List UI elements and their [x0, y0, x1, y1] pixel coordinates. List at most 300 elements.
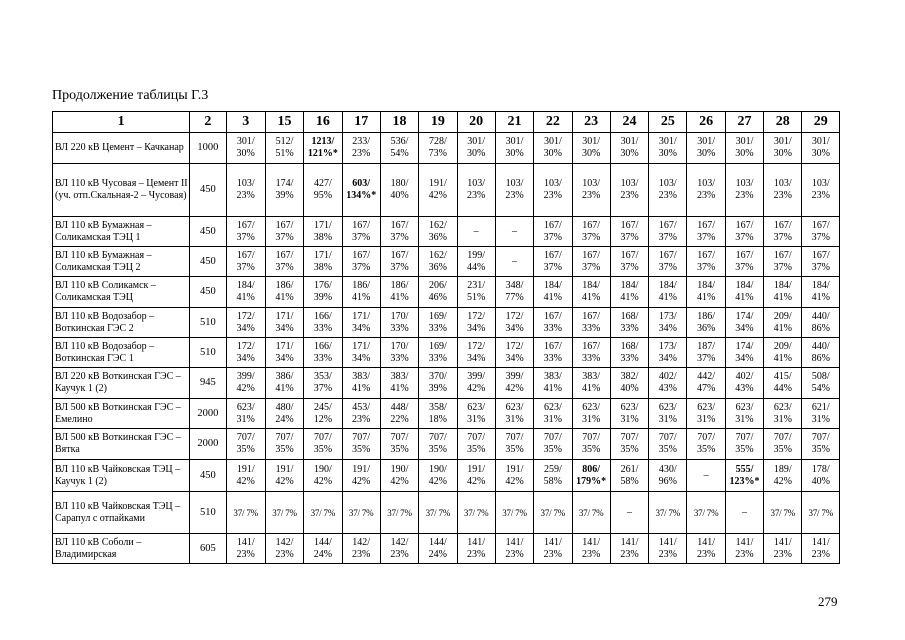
value-current: 453/	[352, 401, 371, 413]
value-percent: 38%	[313, 261, 333, 273]
value-current: 707/	[313, 432, 332, 443]
value-percent: 33%	[428, 352, 448, 364]
value-current: 167/	[658, 219, 677, 231]
value-percent: 34%	[658, 352, 677, 364]
value-current: 707/	[390, 432, 409, 443]
data-table	[52, 111, 840, 564]
value-cell	[802, 534, 840, 564]
value-percent: 42%	[467, 475, 486, 487]
value-percent: 41%	[658, 292, 677, 303]
value-current: 190/	[313, 463, 332, 475]
value-current: 440/	[811, 310, 830, 322]
value-percent: 23%	[352, 413, 371, 425]
value-current: 707/	[467, 432, 486, 443]
value-percent: 42%	[428, 190, 448, 201]
value-cell	[457, 399, 495, 429]
value-cell	[265, 338, 303, 368]
header-cell: 27	[725, 112, 763, 133]
value-current: 167/	[582, 310, 601, 322]
value-percent: 35%	[390, 444, 409, 455]
value-cell	[265, 460, 303, 492]
value-cell	[649, 217, 687, 247]
value-percent: 41%	[390, 383, 409, 394]
value-percent: 34%	[735, 322, 754, 334]
value-percent: 35%	[352, 444, 371, 455]
value-cell	[687, 460, 725, 492]
value-percent: 31%	[505, 413, 524, 425]
value-percent: 35%	[543, 444, 562, 455]
value-cell	[457, 308, 495, 338]
value-current: 172/	[467, 310, 486, 322]
value-current: 170/	[390, 310, 409, 322]
value-percent: 41%	[352, 383, 371, 394]
value-current: 184/	[811, 280, 830, 291]
current-limit-cell: 2000	[190, 399, 226, 429]
value-percent: 41%	[581, 383, 601, 394]
value-current: 167/	[352, 249, 371, 261]
value-cell	[495, 277, 533, 308]
value-current: 167/	[735, 219, 754, 231]
value-current: 141/	[697, 536, 716, 548]
value-percent: 35%	[505, 444, 524, 455]
value-cell	[725, 164, 763, 217]
value-cell	[534, 368, 572, 399]
value-cell	[265, 277, 303, 308]
value-current: 169/	[428, 340, 447, 352]
table-row	[53, 460, 840, 492]
table-row	[53, 164, 840, 217]
value-current: 37/ 7%	[272, 507, 297, 518]
value-percent: 37%	[275, 231, 294, 243]
value-cell	[802, 277, 840, 308]
value-percent: 37%	[811, 231, 830, 243]
value-percent: 86%	[811, 352, 830, 364]
table-row	[53, 277, 840, 308]
value-percent: 23%	[696, 190, 716, 201]
value-current: 191/	[236, 463, 255, 475]
value-percent: 35%	[620, 444, 639, 455]
value-cell	[495, 308, 533, 338]
value-cell	[534, 164, 572, 217]
value-percent: 37%	[236, 231, 255, 243]
value-current: 169/	[428, 310, 447, 322]
value-current: 171/	[352, 310, 371, 322]
value-percent: 37%	[696, 352, 716, 364]
value-current: 167/	[275, 249, 294, 261]
value-percent: 30%	[735, 148, 754, 159]
value-cell	[457, 277, 495, 308]
value-cell	[265, 133, 303, 164]
value-percent: 34%	[467, 322, 486, 334]
value-percent: 41%	[390, 292, 409, 303]
line-name-cell: ВЛ 110 кВ Соликамск – Соликамская ТЭЦ	[53, 277, 190, 308]
value-cell	[764, 399, 802, 429]
value-percent: 33%	[313, 352, 333, 364]
value-percent: 33%	[543, 322, 562, 334]
header-cell: 23	[572, 112, 610, 133]
value-percent: 41%	[543, 383, 562, 394]
value-percent: 22%	[390, 413, 409, 425]
value-current: 623/	[697, 401, 716, 413]
value-current: 623/	[236, 401, 255, 413]
value-current: 190/	[428, 463, 447, 475]
value-current: 167/	[390, 249, 409, 261]
line-name-cell: ВЛ 500 кВ Воткинская ГЭС – Емелино	[53, 399, 190, 429]
value-cell	[802, 133, 840, 164]
value-current: 173/	[658, 340, 677, 352]
value-percent: 46%	[428, 292, 448, 303]
value-percent: 34%	[236, 352, 255, 364]
value-percent: 37%	[236, 261, 255, 273]
header-cell: 29	[802, 112, 840, 133]
current-limit-cell: 605	[190, 534, 226, 564]
value-current: 440/	[811, 340, 830, 352]
value-current: 301/	[811, 136, 830, 147]
current-limit-cell: 945	[190, 368, 226, 399]
value-current: 231/	[467, 280, 486, 291]
header-cell: 28	[764, 112, 802, 133]
value-percent: 58%	[543, 475, 562, 487]
value-current: 301/	[658, 136, 677, 147]
value-cell	[342, 277, 380, 308]
value-current: 707/	[352, 432, 371, 443]
value-percent: 23%	[735, 548, 754, 560]
value-cell	[725, 534, 763, 564]
value-cell	[649, 429, 687, 460]
value-current: 209/	[773, 340, 792, 352]
value-current: 707/	[428, 432, 447, 443]
value-cell	[419, 247, 457, 277]
value-current: 167/	[620, 249, 639, 261]
value-cell	[380, 133, 418, 164]
value-cell	[304, 399, 342, 429]
value-cell	[419, 133, 457, 164]
value-current: 508/	[811, 371, 830, 382]
value-current: 191/	[505, 463, 524, 475]
value-cell	[419, 164, 457, 217]
value-percent: 23%	[773, 190, 792, 201]
current-limit-cell: 2000	[190, 429, 226, 460]
value-cell	[534, 247, 572, 277]
value-current: 402/	[658, 371, 677, 382]
value-percent: 41%	[352, 292, 371, 303]
value-cell	[572, 460, 610, 492]
value-current: 37/ 7%	[578, 507, 604, 518]
current-limit-cell: 450	[190, 217, 226, 247]
value-cell	[495, 492, 533, 534]
value-cell	[687, 368, 725, 399]
value-current: 199/	[467, 249, 486, 261]
header-cell: 2	[190, 112, 226, 133]
value-cell	[342, 308, 380, 338]
value-percent: 42%	[313, 475, 333, 487]
value-current: 141/	[582, 536, 601, 548]
value-cell	[304, 308, 342, 338]
value-percent: 37%	[352, 231, 371, 243]
value-cell	[380, 217, 418, 247]
value-percent: 34%	[275, 352, 294, 364]
value-cell	[419, 338, 457, 368]
value-current: 806/	[582, 463, 601, 475]
value-current: 103/	[467, 178, 486, 189]
value-percent: 37%	[581, 231, 601, 243]
value-current: 191/	[467, 463, 486, 475]
value-current: 167/	[543, 340, 562, 352]
value-current: 174/	[735, 340, 754, 352]
value-current: 141/	[811, 536, 830, 548]
value-percent: 51%	[467, 292, 486, 303]
value-current: 172/	[505, 340, 524, 352]
value-current: 261/	[620, 463, 639, 475]
value-percent: 34%	[505, 322, 524, 334]
value-current: 399/	[467, 371, 486, 382]
value-percent: 30%	[811, 148, 830, 159]
value-current: 555/	[735, 463, 754, 475]
value-percent: 37%	[773, 261, 792, 273]
value-cell	[226, 399, 265, 429]
value-cell	[495, 460, 533, 492]
value-current: 209/	[773, 310, 792, 322]
value-cell	[457, 247, 495, 277]
value-current: 245/	[313, 401, 332, 413]
value-cell	[495, 217, 533, 247]
value-percent: 54%	[811, 383, 830, 394]
value-current: 176/	[313, 280, 332, 291]
value-percent: 43%	[735, 383, 754, 394]
value-percent: 34%	[236, 322, 255, 334]
header-cell: 24	[610, 112, 648, 133]
value-cell	[649, 164, 687, 217]
value-current: 301/	[543, 136, 562, 147]
header-cell: 16	[304, 112, 342, 133]
value-cell	[534, 308, 572, 338]
line-name-cell: ВЛ 110 кВ Бумажная – Соликамская ТЭЦ 2	[53, 247, 190, 277]
value-current: 707/	[582, 432, 601, 443]
value-percent: 23%	[620, 548, 639, 560]
value-current: 141/	[236, 536, 255, 548]
value-cell	[610, 164, 648, 217]
value-cell	[725, 217, 763, 247]
value-percent: 51%	[275, 148, 294, 159]
value-current: 191/	[352, 463, 371, 475]
value-cell	[764, 492, 802, 534]
value-cell	[610, 133, 648, 164]
value-percent: 37%	[620, 231, 639, 243]
value-percent: 39%	[275, 190, 294, 201]
value-percent: 35%	[773, 444, 792, 455]
value-current: 168/	[620, 310, 639, 322]
value-cell	[342, 492, 380, 534]
value-percent: 24%	[275, 413, 294, 425]
value-percent: 36%	[696, 322, 716, 334]
value-cell	[687, 247, 725, 277]
value-current: 167/	[236, 249, 255, 261]
value-cell	[610, 534, 648, 564]
current-limit-cell: 450	[190, 460, 226, 492]
value-cell	[534, 338, 572, 368]
value-current: 430/	[658, 463, 677, 475]
value-current: 427/	[313, 178, 332, 189]
value-cell	[419, 308, 457, 338]
value-cell	[380, 399, 418, 429]
value-cell	[687, 534, 725, 564]
value-current: 168/	[620, 340, 639, 352]
value-current: 103/	[620, 178, 639, 189]
line-name-cell: ВЛ 110 кВ Водозабор – Воткинская ГЭС 2	[53, 308, 190, 338]
value-current: 191/	[275, 463, 294, 475]
value-cell	[687, 338, 725, 368]
value-percent: 37%	[811, 261, 830, 273]
value-current: 141/	[773, 536, 792, 548]
value-current: 623/	[543, 401, 562, 413]
value-percent: 33%	[390, 322, 409, 334]
value-current: 301/	[505, 136, 524, 147]
value-current: 301/	[467, 136, 486, 147]
header-cell: 3	[226, 112, 265, 133]
value-percent: 41%	[811, 292, 830, 303]
value-current: 167/	[390, 219, 409, 231]
value-percent: 37%	[696, 261, 716, 273]
value-current: 162/	[428, 249, 447, 261]
value-current: 233/	[352, 136, 371, 147]
value-cell	[495, 534, 533, 564]
value-current: 301/	[236, 136, 255, 147]
value-current: 190/	[390, 463, 409, 475]
value-current: 184/	[620, 280, 639, 291]
value-cell	[610, 429, 648, 460]
value-cell	[534, 534, 572, 564]
value-current: 623/	[620, 401, 639, 413]
value-cell	[342, 164, 380, 217]
header-cell: 19	[419, 112, 457, 133]
table-row	[53, 429, 840, 460]
value-cell	[610, 277, 648, 308]
value-current: 383/	[543, 371, 562, 382]
current-limit-cell: 510	[190, 308, 226, 338]
value-percent: 30%	[773, 148, 792, 159]
value-cell	[572, 164, 610, 217]
value-percent: 30%	[467, 148, 486, 159]
value-cell	[802, 429, 840, 460]
value-cell	[226, 338, 265, 368]
value-percent: 30%	[543, 148, 562, 159]
value-cell	[419, 534, 457, 564]
value-percent: 36%	[428, 231, 448, 243]
value-cell	[419, 277, 457, 308]
table-row	[53, 338, 840, 368]
value-percent: 34%	[658, 322, 677, 334]
value-current: 353/	[313, 371, 332, 382]
value-current: 37/ 7%	[310, 507, 336, 518]
value-current: 178/	[811, 463, 830, 475]
value-percent: 41%	[581, 292, 601, 303]
value-percent: 34%	[735, 352, 754, 364]
header-cell: 1	[53, 112, 190, 133]
value-cell	[572, 133, 610, 164]
value-cell	[380, 308, 418, 338]
value-cell	[495, 368, 533, 399]
value-current: 621/	[811, 401, 830, 413]
value-percent: 23%	[505, 548, 524, 560]
value-cell	[304, 217, 342, 247]
header-cell: 20	[457, 112, 495, 133]
value-cell	[649, 399, 687, 429]
value-current: 383/	[352, 371, 371, 382]
value-percent: 41%	[735, 292, 754, 303]
value-percent: 23%	[505, 190, 524, 201]
value-percent: 121%*	[307, 148, 338, 159]
line-name-cell: ВЛ 500 кВ Воткинская ГЭС – Вятка	[53, 429, 190, 460]
value-percent: 37%	[735, 261, 754, 273]
line-name-cell: ВЛ 110 кВ Чайковская ТЭЦ – Каучук 1 (2)	[53, 460, 190, 492]
value-cell	[380, 460, 418, 492]
value-current: 259/	[543, 463, 562, 475]
value-current: 167/	[352, 219, 371, 231]
value-percent: 47%	[696, 383, 716, 394]
value-current: 186/	[275, 280, 294, 291]
value-cell	[802, 338, 840, 368]
value-percent: 96%	[658, 475, 677, 487]
value-current: 171/	[313, 249, 332, 261]
value-cell	[802, 308, 840, 338]
value-percent: 35%	[658, 444, 677, 455]
value-current: 415/	[773, 371, 792, 382]
value-cell	[802, 164, 840, 217]
value-cell	[534, 492, 572, 534]
value-cell	[457, 429, 495, 460]
value-percent: 34%	[352, 352, 371, 364]
value-cell	[457, 133, 495, 164]
value-percent: 37%	[352, 261, 371, 273]
value-current: 623/	[505, 401, 524, 413]
value-current: –	[512, 225, 517, 237]
value-cell	[610, 217, 648, 247]
value-cell	[304, 534, 342, 564]
value-cell	[610, 247, 648, 277]
value-cell	[265, 247, 303, 277]
value-percent: 23%	[620, 190, 639, 201]
value-current: 144/	[313, 536, 332, 548]
page-number: 279	[818, 594, 838, 609]
value-current: 382/	[620, 371, 639, 382]
value-current: 167/	[811, 249, 830, 261]
value-cell	[725, 492, 763, 534]
value-percent: 30%	[620, 148, 639, 159]
value-current: 37/ 7%	[655, 507, 681, 518]
value-cell	[265, 429, 303, 460]
value-current: 103/	[697, 178, 716, 189]
value-percent: 23%	[696, 548, 716, 560]
value-current: 142/	[390, 536, 409, 548]
value-current: 383/	[582, 371, 601, 382]
value-percent: 42%	[275, 475, 294, 487]
value-current: 144/	[428, 536, 447, 548]
value-percent: 37%	[620, 261, 639, 273]
value-cell	[687, 492, 725, 534]
value-current: 142/	[275, 536, 294, 548]
value-percent: 42%	[467, 383, 486, 394]
table-row	[53, 217, 840, 247]
value-percent: 33%	[620, 322, 639, 334]
value-current: 399/	[236, 371, 255, 382]
line-name-cell: ВЛ 110 кВ Чусовая – Цемент II (уч. отп.Скальная-2 – Чусовая)	[53, 164, 190, 217]
value-cell	[226, 368, 265, 399]
value-percent: 36%	[428, 261, 448, 273]
header-cell: 22	[534, 112, 572, 133]
value-percent: 37%	[313, 383, 333, 394]
value-cell	[419, 399, 457, 429]
value-cell	[572, 368, 610, 399]
